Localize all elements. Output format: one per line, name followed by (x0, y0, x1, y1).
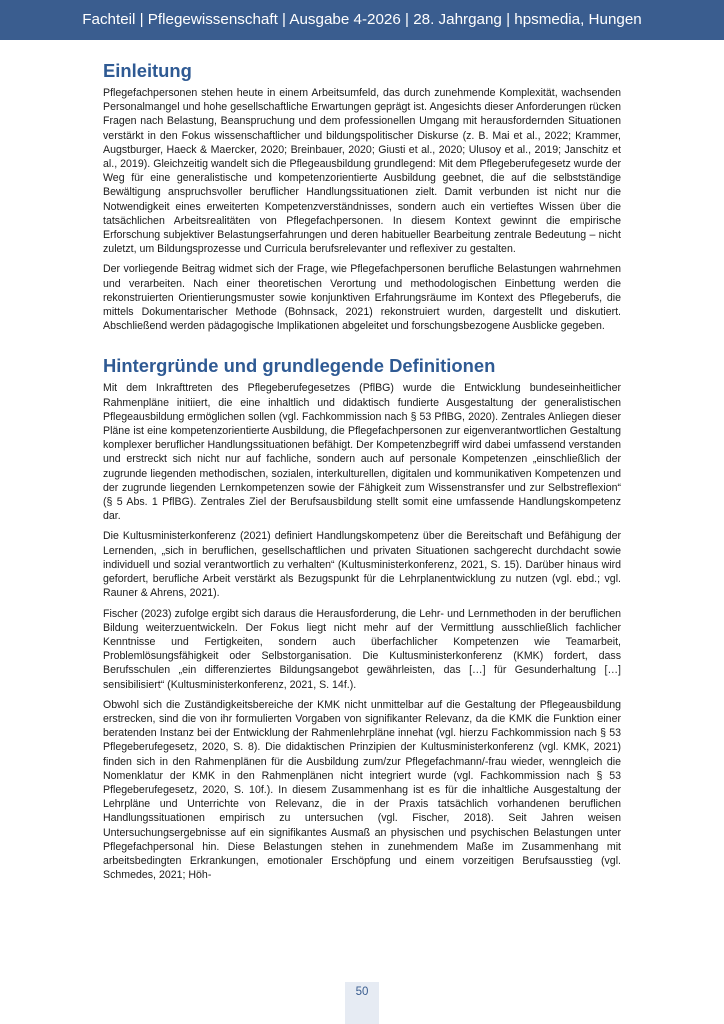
page-number: 50 (355, 986, 369, 998)
article-body (103, 56, 621, 888)
section-einleitung (103, 56, 621, 333)
paragraph: Pflegefachpersonen stehen heute in einem Arbeitsumfeld, das durch zunehmende Komplexität, wachsenden Personalmangel und hohe gesellschaftliche Erwartungen geprägt ist. Angesichts dieser Anforderungen rücken Fragen nach Belastung, Beanspruchung und dem professionellen Umgang mit herausfordernden Situationen verstärkt in den Fokus wissenschaftlicher und bildungspolitischer Diskurse (z. B. Mai et al., 2022; Krammer, Augstburger, Haeck & Maercker, 2020; Breinbauer, 2020; Giusti et al., 2020; Ulusoy et al., 2019; Janschitz et al., 2019). Gleichzeitig wandelt sich die Pflegeausbildung grundlegend: Mit dem Pflegeberufegesetz wurde der Weg für eine generalistische und kompetenzorientierte Ausbildung geebnet, die auf die selbstständige Bewältigung anspruchsvoller beruflicher Handlungssituationen zielt. Damit verbunden ist nicht nur die Notwendigkeit eines erweiterten Kompetenzverständnisses, sondern auch ein vertieftes Wissen über die tatsächlichen Arbeitsrealitäten von Pflegefachpersonen. In diesem Kontext gewinnt die empirische Erforschung subjektiver Belastungserfahrungen und deren habitueller Bearbeitung zentrale Bedeutung – nicht zuletzt, um Bildungsprozesse und Curricula berufsrelevanter und reflexiver zu gestalten. (103, 87, 621, 256)
section-hintergruende (103, 351, 621, 882)
paragraph: Mit dem Inkrafttreten des Pflegeberufegesetzes (PflBG) wurde die Entwicklung bundeseinheitlicher Rahmenpläne initiiert, die eine inhaltlich und didaktisch fundierte Ausgestaltung der generalistischen Pflegeausbildung ermöglichen sollen (vgl. Fachkommission nach § 53 PflBG, 2020). Zentrales Anliegen dieser Pläne ist eine kompetenzorientierte Ausbildung, die Pflegefachpersonen zur eigenverantwortlichen Gestaltung komplexer beruflicher Handlungssituationen befähigt. Der Kompetenzbegriff wird dabei umfassend verstanden und erstreckt sich nicht nur auf fachliche, sondern auch auf personale Kompetenzen „einschließlich der zugrunde liegenden methodischen, sozialen, interkulturellen, digitalen und kommunikativen Kompetenzen und der zugrunde liegenden Lernkompetenzen sowie der Fähigkeit zum Wissenstransfer und zur Selbstreflexion“ (§ 5 Abs. 1 PflBG). Zentrales Ziel der Berufsausbildung stellt somit eine umfassende Handlungskompetenz dar. (103, 382, 621, 523)
paragraph: Der vorliegende Beitrag widmet sich der Frage, wie Pflegefachpersonen berufliche Belastungen wahrnehmen und verarbeiten. Nach einer theoretischen Verortung und methodologischen Einbettung werden die rekonstruierten Orientierungsmuster sowie konjunktiven Erfahrungsräume im Kontext des Pflegeberufs, die mittels Dokumentarischer Methode (Bohnsack, 2021) rekonstruiert wurden, dargestellt und diskutiert. Abschließend werden pädagogische Implikationen abgeleitet und forschungsbezogene Ausblicke gegeben. (103, 263, 621, 333)
paragraph: Die Kultusministerkonferenz (2021) definiert Handlungskompetenz über die Bereitschaft und Befähigung der Lernenden, „sich in beruflichen, gesellschaftlichen und privaten Situationen sachgerecht durchdacht sowie individuell und sozial verantwortlich zu verhalten“ (Kultusministerkonferenz, 2021, S. 15). Darüber hinaus wird gefordert, berufliche Arbeit verstärkt als Bezugspunkt für die Lehrplanentwicklung zu nutzen (vgl. ebd.; vgl. Rauner & Ahrens, 2021). (103, 530, 621, 600)
section-heading: Hintergründe und grundlegende Definitionen (103, 355, 496, 377)
paragraph: Obwohl sich die Zuständigkeitsbereiche der KMK nicht unmittelbar auf die Gestaltung der Pflegeausbildung erstrecken, sind die von ihr formulierten Vorgaben von signifikanter Relevanz, da die KMK die Funktion einer beratenden Instanz bei der Entwicklung der Rahmenlehrpläne innehat (vgl. hierzu Fachkommission nach § 53 Pflegeberufegesetz, 2020, S. 8). Die didaktischen Prinzipien der Kultusministerkonferenz (vgl. KMK, 2021) finden sich in den Rahmenplänen für die Ausbildung zum/zur Pflegefachmann/-frau wieder, wenngleich die Nomenklatur der KMK in den Rahmenplänen nicht integriert wurde (vgl. Fachkommission nach § 53 Pflegeberufegesetz, 2020, S. 10f.). In diesem Zusammenhang ist es für die inhaltliche Ausgestaltung der Lehrpläne und Unterrichte von Relevanz, die in der Praxis tatsächlich vorhandenen beruflichen Handlungssituationen empirisch zu untersuchen (vgl. Fischer, 2018). Seit Jahren weisen Untersuchungsergebnisse auf ein signifikantes Ausmaß an physischen und psychischen Belastungen unter Pflegefachpersonal hin. Diese Belastungen stehen in zunehmendem Maße im Zusammenhang mit arbeitsbedingten Erkrankungen, emotionaler Erschöpfung und einem vorzeitigen Berufsausstieg (vgl. Schmedes, 2021; Höh- (103, 698, 621, 882)
running-header: Fachteil | Pflegewissenschaft | Ausgabe 4-2026 | 28. Jahrgang | hpsmedia, Hungen (82, 11, 642, 28)
section-heading: Einleitung (103, 60, 192, 81)
paragraph: Fischer (2023) zufolge ergibt sich daraus die Herausforderung, die Lehr- und Lernmethoden in der beruflichen Bildung weiterzuentwickeln. Der Fokus liegt nicht mehr auf der Vermittlung ausschließlich fachlicher Kenntnisse und Fertigkeiten, sondern auch überfachlicher Kompetenzen wie Teamarbeit, Problemlösungsfähigkeit oder Selbstorganisation. Die Kultusministerkonferenz (KMK) fordert, dass Berufsschulen „ein differenziertes Bildungsangebot gewährleisten, das […] für Gesunderhaltung […] sensibilisiert“ (Kultusministerkonferenz, 2021, S. 14f.). (103, 607, 621, 691)
